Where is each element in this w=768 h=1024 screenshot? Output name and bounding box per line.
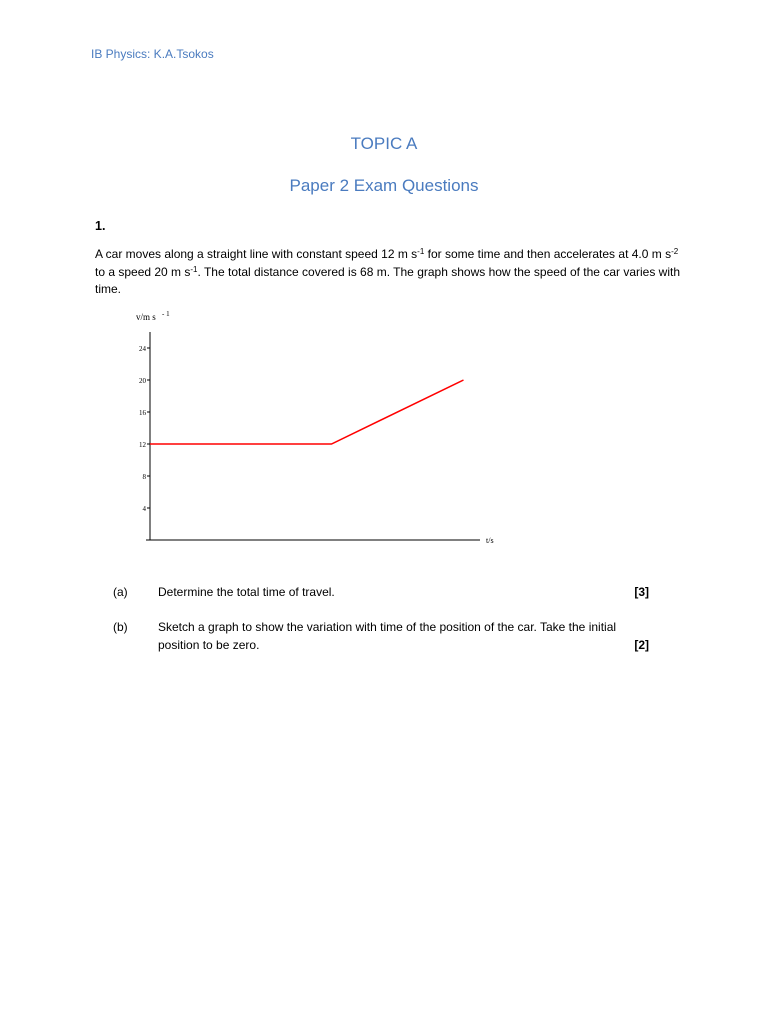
header-text: IB Physics: K.A.Tsokos [91, 47, 214, 61]
intro-sup-1: -1 [417, 247, 425, 256]
intro-part-1: A car moves along a straight line with constant speed 12 m s [95, 247, 418, 261]
part-b-text: Sketch a graph to show the variation with time of the position of the car. Take the initial position to be zero. [158, 620, 617, 652]
part-b-marks: [2] [634, 637, 649, 652]
y-tick-label: 12 [139, 441, 146, 449]
question-intro [95, 246, 685, 299]
y-tick-label: 24 [139, 345, 146, 353]
y-axis-label-sup: - 1 [162, 310, 170, 318]
y-tick-label: 4 [142, 505, 146, 513]
y-tick-label: 20 [139, 377, 146, 385]
y-tick-label: 16 [139, 409, 146, 417]
part-b-label: (b) [113, 620, 128, 634]
intro-part-4: . The total distance covered is 68 m. The graph shows how the speed of the car varies with time. [95, 264, 680, 296]
topic-title: TOPIC A [350, 134, 418, 153]
part-a-label: (a) [113, 585, 128, 599]
intro-part-3: to a speed 20 m s [95, 264, 191, 279]
intro-sup-2: -2 [671, 247, 679, 256]
part-a-text: Determine the total time of travel. [158, 585, 335, 599]
paper-subtitle: Paper 2 Exam Questions [289, 176, 479, 195]
y-tick-label: 8 [142, 473, 146, 481]
y-axis-label: v/m s [136, 312, 156, 322]
intro-part-2: for some time and then accelerates at 4.0 m s [424, 247, 672, 261]
part-a-marks: [3] [634, 585, 649, 599]
question-number: 1. [95, 219, 106, 233]
x-axis-label: t/s [486, 536, 494, 545]
intro-sup-3: -1 [190, 264, 198, 274]
series-line-speed [150, 380, 464, 444]
